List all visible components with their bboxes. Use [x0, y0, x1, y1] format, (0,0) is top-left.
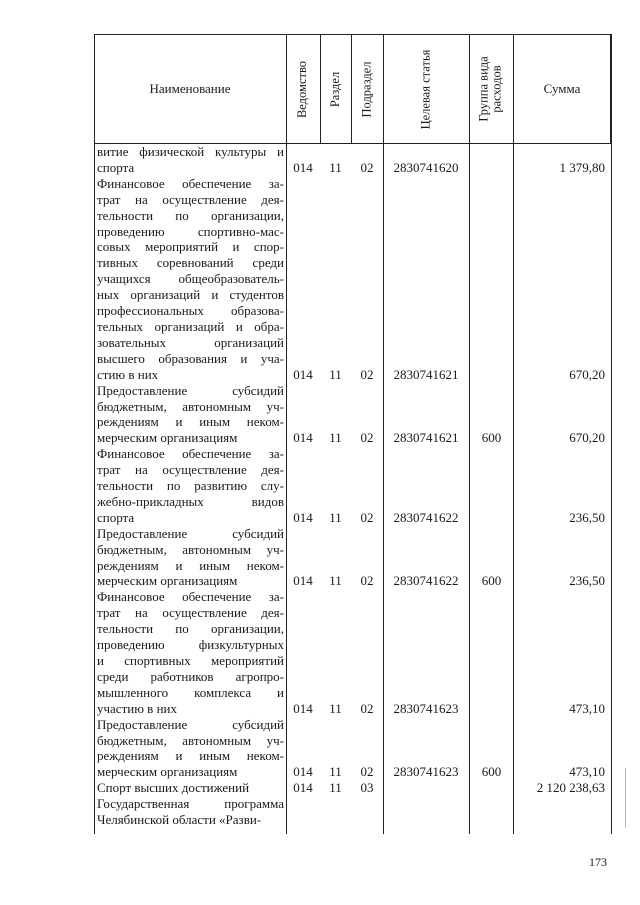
row-name-line: зовательных организаций	[97, 334, 284, 350]
row-name-line: Челябинской области «Разви-	[97, 812, 262, 828]
row-dept: 014	[293, 700, 313, 716]
row-name-line: тельности по организации,	[97, 207, 284, 223]
row-name-line: бюджетным, автономным уч-	[97, 541, 284, 557]
row-group: 600	[481, 430, 502, 446]
row-name	[94, 717, 286, 781]
row-sum: 670,20	[569, 366, 605, 382]
row-section: 11	[329, 780, 342, 796]
row-subsection: 03	[360, 780, 374, 796]
row-subsection: 02	[360, 573, 374, 589]
row-group: 600	[481, 764, 502, 780]
row-dept: 014	[293, 366, 313, 382]
row-name-line: Предоставление субсидий	[97, 525, 284, 541]
row-name-line: трат на осуществление дея-	[97, 605, 284, 621]
row-sum: 236,50	[569, 573, 605, 589]
row-name-line: тельности по организации,	[97, 621, 284, 637]
row-dept: 014	[293, 764, 313, 780]
header-section: Раздел	[328, 71, 343, 107]
row-name-line: проведению спортивно-мас-	[97, 223, 284, 239]
row-name-line: Финансовое обеспечение за-	[97, 446, 284, 462]
row-name	[94, 446, 286, 526]
table-row	[94, 176, 611, 383]
row-name-line: мерческим организациям	[97, 430, 238, 446]
row-dept: 014	[293, 430, 313, 446]
row-name-line: стию в них	[97, 366, 159, 382]
row-subsection: 02	[360, 509, 374, 525]
row-target: 2830741621	[393, 430, 459, 446]
row-target: 2830741623	[393, 764, 459, 780]
header-group: Группа вида расходов	[477, 56, 505, 122]
row-name-line: реждениям и иным неком-	[97, 414, 284, 430]
row-name-line: участию в них	[97, 700, 177, 716]
row-name-line: витие физической культуры и	[97, 144, 284, 159]
row-name-line: трат на осуществление дея-	[97, 462, 284, 478]
page-number: 173	[589, 855, 607, 869]
row-name-line: профессиональных образова-	[97, 303, 284, 319]
row-dept: 014	[293, 573, 313, 589]
row-dept: 014	[293, 159, 313, 175]
row-name	[94, 780, 286, 796]
row-sum: 473,10	[569, 764, 605, 780]
row-name-line: тельности по развитию слу-	[97, 478, 284, 494]
row-name-line: спорта	[97, 159, 135, 175]
row-name-line: мышленного комплекса и	[97, 684, 284, 700]
row-target: 2830741620	[393, 159, 459, 175]
table-row	[94, 796, 611, 828]
row-name-line: жебно-прикладных видов	[97, 493, 284, 509]
row-group: 600	[481, 573, 502, 589]
row-name-line: реждениям и иным неком-	[97, 557, 284, 573]
row-name-line: Спорт высших достижений	[97, 780, 250, 796]
row-subsection: 02	[360, 764, 374, 780]
row-target: 2830741621	[393, 366, 459, 382]
header-subsection: Подраздел	[359, 61, 374, 117]
row-name-line: мерческим организациям	[97, 573, 238, 589]
row-name-line: спорта	[97, 509, 135, 525]
col-divider	[611, 34, 612, 834]
row-sum: 236,50	[569, 509, 605, 525]
row-name-line: Финансовое обеспечение за-	[97, 589, 284, 605]
row-target: 2830741622	[393, 573, 459, 589]
row-name	[94, 589, 286, 716]
row-section: 11	[329, 509, 342, 525]
row-target: 2830741623	[393, 700, 459, 716]
header-dept: Ведомство	[295, 60, 310, 118]
row-name-line: проведению физкультурных	[97, 637, 284, 653]
row-name-line: бюджетным, автономным уч-	[97, 732, 284, 748]
row-name-line: Предоставление субсидий	[97, 716, 284, 732]
col-divider	[320, 34, 321, 144]
row-name-line: высшего образования и уча-	[97, 350, 284, 366]
row-name-line: трат на осуществление дея-	[97, 191, 284, 207]
row-sum: 1 379,80	[559, 159, 605, 175]
table-row	[94, 780, 611, 796]
table-row	[94, 717, 611, 781]
table-row	[94, 526, 611, 590]
row-section: 11	[329, 366, 342, 382]
row-name-line: тивных соревнований среди	[97, 255, 284, 271]
row-section: 11	[329, 764, 342, 780]
row-name-line: учащихся общеобразователь-	[97, 271, 284, 287]
header-name: Наименование	[149, 81, 231, 96]
header-sum: Сумма	[543, 81, 581, 96]
row-subsection: 02	[360, 159, 374, 175]
row-section: 11	[329, 430, 342, 446]
row-name-line: среди работников агропро-	[97, 668, 284, 684]
row-section: 11	[329, 159, 342, 175]
row-name	[94, 526, 286, 590]
row-section: 11	[329, 573, 342, 589]
row-section: 11	[329, 700, 342, 716]
row-subsection: 02	[360, 366, 374, 382]
header-target: Целевая статья	[418, 49, 433, 129]
row-subsection: 02	[360, 430, 374, 446]
row-name	[94, 176, 286, 383]
row-name-line: тельных организаций и обра-	[97, 318, 284, 334]
row-name	[94, 383, 286, 447]
row-dept: 014	[293, 780, 313, 796]
row-dept: 014	[293, 509, 313, 525]
table-row	[94, 446, 611, 526]
row-sum: 473,10	[569, 700, 605, 716]
row-name-line: Финансовое обеспечение за-	[97, 175, 284, 191]
row-name-line: Государственная программа	[97, 796, 284, 812]
row-name-line: реждениям и иным неком-	[97, 748, 284, 764]
table-row	[94, 144, 611, 176]
row-name	[94, 796, 286, 828]
row-target: 2830741622	[393, 509, 459, 525]
table-row	[94, 589, 611, 716]
col-divider	[351, 34, 352, 144]
row-name-line: ных организаций и студентов	[97, 287, 284, 303]
row-name	[94, 144, 286, 176]
table-body	[94, 144, 611, 828]
scan-mark	[625, 768, 626, 828]
row-name-line: совых мероприятий и спор-	[97, 239, 284, 255]
row-name-line: Предоставление субсидий	[97, 382, 284, 398]
row-name-line: мерческим организациям	[97, 764, 238, 780]
table-row	[94, 383, 611, 447]
row-sum: 670,20	[569, 430, 605, 446]
row-name-line: и спортивных мероприятий	[97, 653, 284, 668]
row-subsection: 02	[360, 700, 374, 716]
row-name-line: бюджетным, автономным уч-	[97, 398, 284, 414]
row-sum: 2 120 238,63	[536, 780, 605, 796]
